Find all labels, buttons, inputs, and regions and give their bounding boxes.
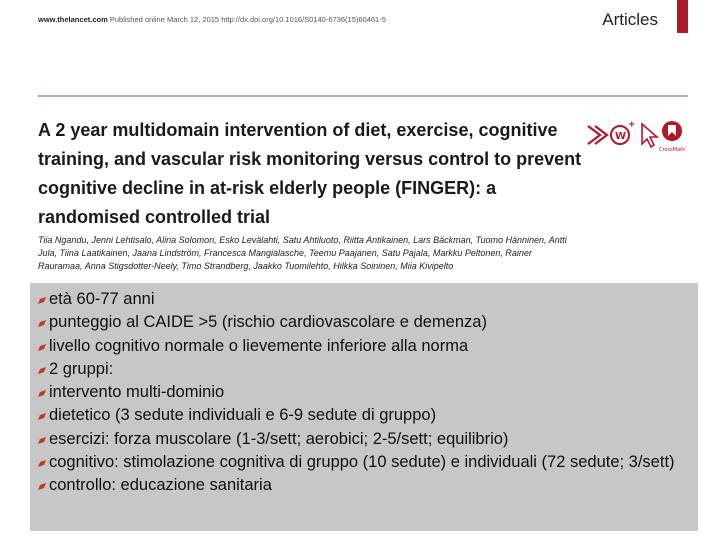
web-icon[interactable] xyxy=(611,120,636,144)
divider xyxy=(38,95,688,97)
bullet-text: dietetico (3 sedute individuali e 6-9 sedute di gruppo) xyxy=(49,406,437,425)
site-name: www.thelancet.com xyxy=(38,15,108,24)
crossmark-label: CrossMark xyxy=(658,147,686,152)
section-color-bar xyxy=(677,0,688,33)
svg-text:+: + xyxy=(628,120,636,130)
bullet-icon xyxy=(38,390,46,397)
cursor-icon[interactable] xyxy=(642,124,657,147)
list-item xyxy=(38,428,688,451)
bullet-icon xyxy=(38,297,46,304)
doi-link[interactable]: http://dx.doi.org/10.1016/S0140-6736(15)60461-5 xyxy=(221,15,386,24)
list-item xyxy=(38,358,688,381)
bullet-icon xyxy=(38,460,46,467)
bullet-icon xyxy=(38,367,46,374)
article-badges xyxy=(586,118,691,152)
bullet-text: intervento multi-dominio xyxy=(49,383,225,402)
bullet-icon xyxy=(38,413,46,420)
bullet-icon xyxy=(38,483,46,490)
author-list: Tiia Ngandu, Jenni Lehtisalo, Alina Solomon, Esko Levälahti, Satu Ahtiluoto, Riitta Antikainen, Lars Bäckman, Tuomo Hänninen, Antti Jula, Tiina Laatikainen, Jaana Lindström, Francesca Mangialasche, Teemu Paajanen, Satu Pajala, Markku Peltonen, Rainer Rauramaa, Anna Stigsdotter-Neely, Timo Strandberg, Jaakko Tuomilehto, Hilkka Soininen, Miia Kivipelto xyxy=(38,235,567,271)
bullet-icon xyxy=(38,320,46,327)
bullet-text: punteggio al CAIDE >5 (rischio cardiovascolare e demenza) xyxy=(49,313,487,332)
crossmark-icon[interactable] xyxy=(659,121,685,152)
bullet-icon xyxy=(38,437,46,444)
bullet-icon xyxy=(38,344,46,351)
bullet-text: livello cognitivo normale o lievemente inferiore alla norma xyxy=(49,336,469,355)
bullet-text: esercizi: forza muscolare (1-3/sett; aerobici; 2-5/sett; equilibrio) xyxy=(49,429,509,448)
svg-text:W: W xyxy=(615,131,627,142)
list-item xyxy=(38,404,688,427)
bullet-text: età 60-77 anni xyxy=(49,290,155,308)
article-title: A 2 year multidomain intervention of diet, exercise, cognitive training, and vascular risk monitoring versus control to prevent cognitive decline in at-risk elderly people (FINGER): a randomised controlled trial xyxy=(38,120,582,227)
bullet-list xyxy=(38,288,688,498)
list-item xyxy=(38,335,688,358)
list-item xyxy=(38,381,688,404)
list-item xyxy=(38,474,688,497)
list-item xyxy=(38,288,688,311)
publication-info xyxy=(38,15,386,24)
share-arrow-icon[interactable] xyxy=(588,126,607,144)
published-date: Published online March 12, 2015 xyxy=(109,15,220,24)
bullet-text: cognitivo: stimolazione cognitiva di gruppo (10 sedute) e individuali (72 sedute; 3/sett) xyxy=(49,453,675,472)
section-label: Articles xyxy=(602,10,658,29)
bullet-text: 2 gruppi: xyxy=(49,359,114,378)
bullet-text: controllo: educazione sanitaria xyxy=(49,476,272,495)
list-item xyxy=(38,311,688,334)
list-item xyxy=(38,451,688,474)
